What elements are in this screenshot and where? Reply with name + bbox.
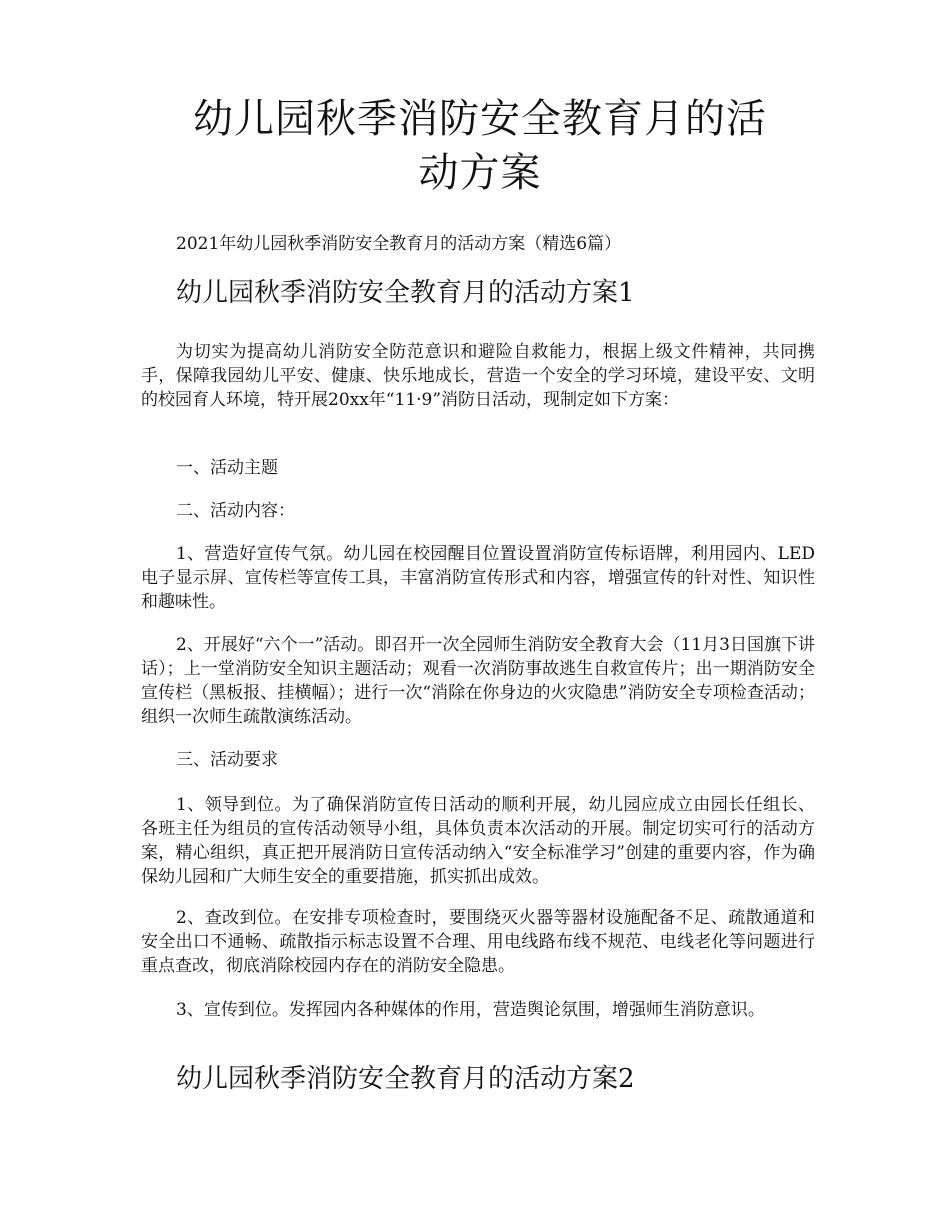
document-title: 幼儿园秋季消防安全教育月的活动方案 bbox=[193, 96, 767, 196]
paragraph-leadership: 1、领导到位。为了确保消防宣传日活动的顺利开展，幼儿园应成立由园长任组长、各班主任为组员的宣传活动领导小组，具体负责本次活动的开展。制定切实可行的活动方案，精心组织，真正把开展消防日宣传活动纳入“安全标准学习”创建的重要内容，作为确保幼儿园和广大师生安全的重要措施，抓实抓出成效。 bbox=[141, 795, 815, 887]
paragraph-promotion: 3、宣传到位。发挥园内各种媒体的作用，营造舆论氛围，增强师生消防意识。 bbox=[176, 1000, 765, 1020]
paragraph-publicity: 1、营造好宣传气氛。幼儿园在校园醒目位置设置消防宣传标语牌，利用园内、LED电子显示屏、宣传栏等宣传工具，丰富消防宣传形式和内容，增强宣传的针对性、知识性和趣味性。 bbox=[141, 544, 815, 612]
section-heading-2: 幼儿园秋季消防安全教育月的活动方案2 bbox=[176, 1064, 635, 1094]
paragraph-item-theme: 一、活动主题 bbox=[176, 458, 278, 478]
section-heading-1: 幼儿园秋季消防安全教育月的活动方案1 bbox=[176, 278, 635, 308]
paragraph-item-requirements: 三、活动要求 bbox=[176, 750, 278, 770]
paragraph-inspection: 2、查改到位。在安排专项检查时，要围绕灭火器等器材设施配备不足、疏散通道和安全出口不通畅、疏散指示标志设置不合理、用电线路布线不规范、电线老化等问题进行重点查改，彻底消除校园内存在的消防安全隐患。 bbox=[141, 908, 815, 976]
paragraph-intro: 为切实为提高幼儿消防安全防范意识和避险自救能力，根据上级文件精神，共同携手，保障我园幼儿平安、健康、快乐地成长，营造一个安全的学习环境，建设平安、文明的校园育人环境，特开展20xx年“11·9”消防日活动，现制定如下方案： bbox=[141, 342, 815, 410]
paragraph-item-content: 二、活动内容： bbox=[176, 501, 295, 521]
document-subtitle: 2021年幼儿园秋季消防安全教育月的活动方案（精选6篇） bbox=[176, 234, 622, 254]
paragraph-six-ones: 2、开展好“六个一”活动。即召开一次全园师生消防安全教育大会（11月3日国旗下讲话）；上一堂消防安全知识主题活动；观看一次消防事故逃生自救宣传片；出一期消防安全宣传栏（黑板报、挂横幅）；进行一次“消除在你身边的火灾隐患”消防安全专项检查活动；组织一次师生疏散演练活动。 bbox=[141, 635, 815, 727]
